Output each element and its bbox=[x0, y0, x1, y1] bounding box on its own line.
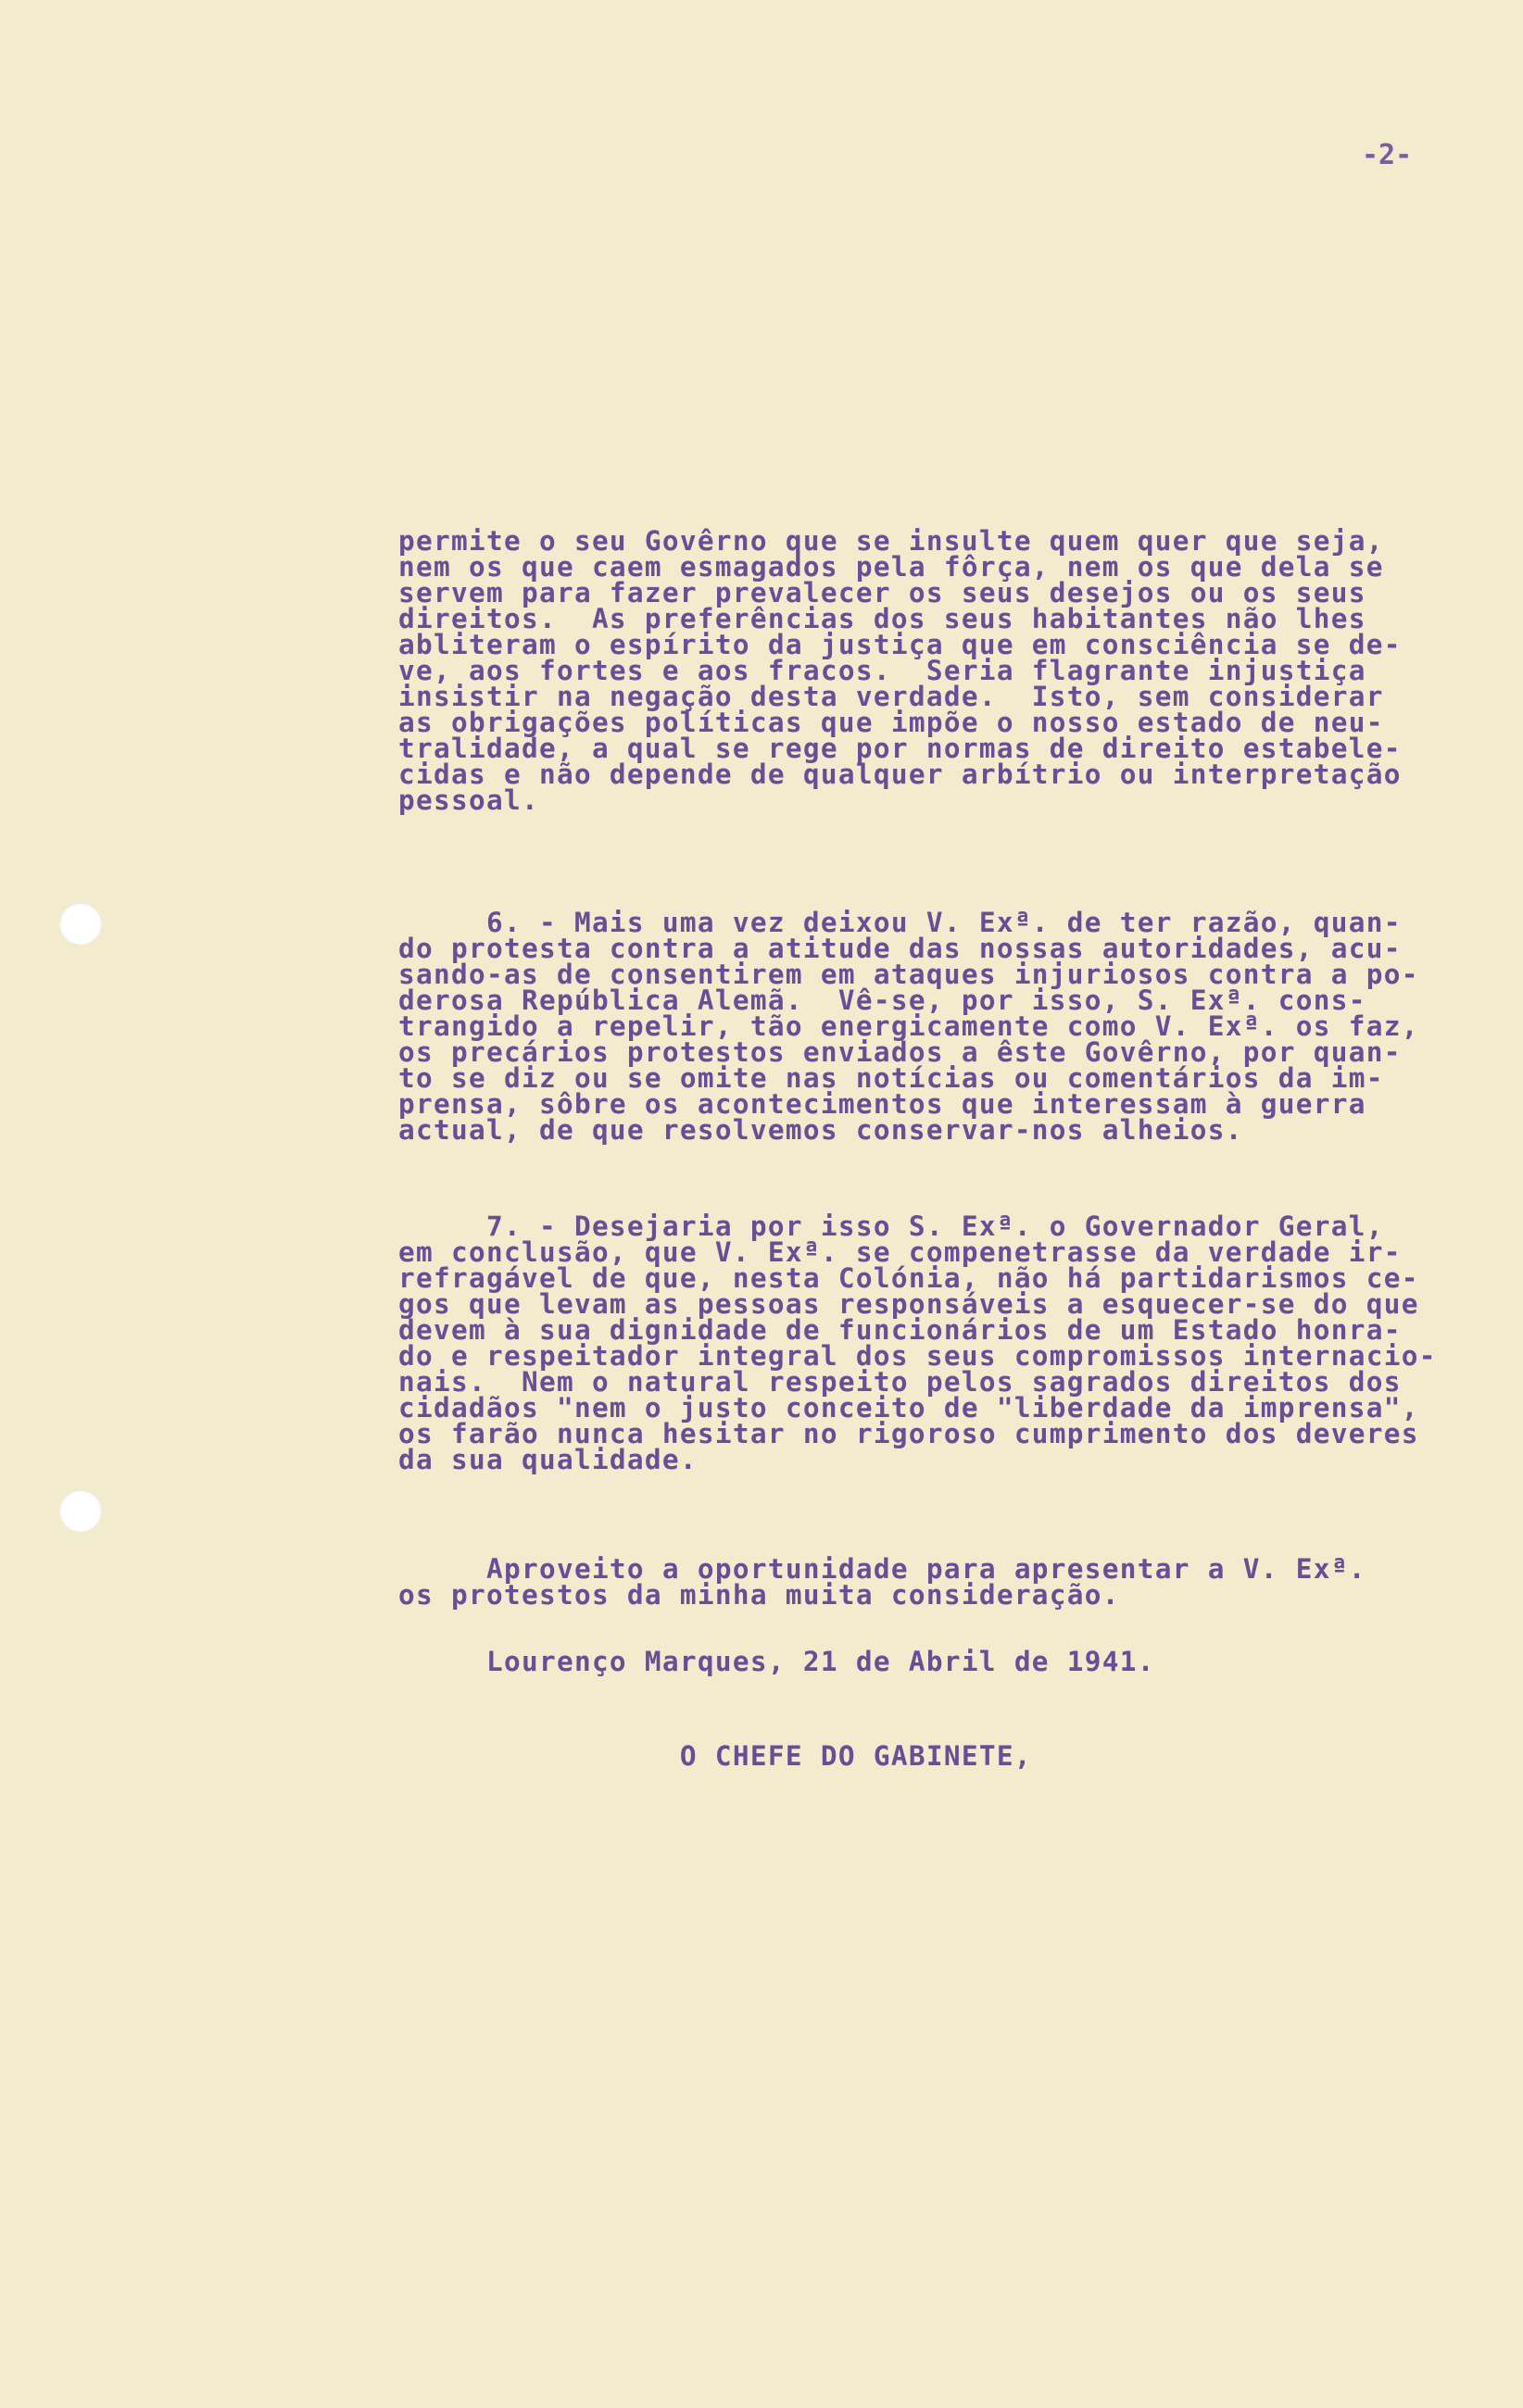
paragraph-6 bbox=[398, 907, 1473, 1146]
text-line: permite o seu Govêrno que se insulte quem quer que seja, bbox=[398, 525, 1384, 557]
text-line: os farão nunca hesitar no rigoroso cumprimento dos deveres bbox=[398, 1418, 1419, 1449]
text-line: 6. - Mais uma vez deixou V. Exª. de ter razão, quan- bbox=[398, 907, 1402, 938]
text-line: cidadãos "nem o justo conceito de "liberdade da imprensa", bbox=[398, 1392, 1419, 1423]
paragraph-7 bbox=[398, 1210, 1473, 1475]
text-line: do protesta contra a atitude das nossas autoridades, acu- bbox=[398, 933, 1402, 964]
text-line: refragável de que, nesta Colónia, não há partidarismos ce- bbox=[398, 1262, 1419, 1294]
text-line: 7. - Desejaria por isso S. Exª. o Governador Geral, bbox=[398, 1210, 1384, 1242]
text-line: trangido a repelir, tão energicamente como V. Exª. os faz, bbox=[398, 1010, 1419, 1042]
text-line: as obrigações políticas que impõe o nosso estado de neu- bbox=[398, 707, 1384, 738]
text-line: servem para fazer prevalecer os seus desejos ou os seus bbox=[398, 577, 1366, 608]
text-line: prensa, sôbre os acontecimentos que interessam à guerra bbox=[398, 1088, 1366, 1120]
text-line: tralidade, a qual se rege por normas de direito estabele- bbox=[398, 733, 1402, 764]
paragraph-continuation bbox=[398, 525, 1473, 816]
text-line: Aproveito a oportunidade para apresentar a V. Exª. bbox=[398, 1553, 1366, 1585]
text-line: da sua qualidade. bbox=[398, 1444, 698, 1475]
text-line: ve, aos fortes e aos fracos. Seria flagrante injustiça bbox=[398, 655, 1366, 686]
text-line: Lourenço Marques, 21 de Abril de 1941. bbox=[398, 1646, 1155, 1677]
closing-paragraph bbox=[398, 1553, 1473, 1611]
text-line: devem à sua dignidade de funcionários de um Estado honra- bbox=[398, 1314, 1402, 1346]
text-line: O CHEFE DO GABINETE, bbox=[398, 1740, 1032, 1772]
text-line: direitos. As preferências dos seus habitantes não lhes bbox=[398, 603, 1366, 634]
text-line: os precários protestos enviados a êste Govêrno, por quan- bbox=[398, 1036, 1402, 1068]
signature-line bbox=[398, 1740, 1473, 1772]
punch-hole-bottom bbox=[59, 1489, 102, 1532]
text-line: do e respeitador integral dos seus compromissos internacio- bbox=[398, 1340, 1437, 1372]
punch-hole-top bbox=[59, 902, 102, 945]
text-line: pessoal. bbox=[398, 784, 539, 816]
page-number: -2- bbox=[1362, 139, 1413, 171]
text-line: cidas e não depende de qualquer arbítrio ou interpretação bbox=[398, 759, 1402, 790]
text-line: abliteram o espírito da justiça que em consciência se de- bbox=[398, 629, 1402, 660]
text-line: nem os que caem esmagados pela fôrça, nem os que dela se bbox=[398, 551, 1384, 583]
text-line: sando-as de consentirem em ataques injuriosos contra a po- bbox=[398, 959, 1419, 990]
text-line: em conclusão, que V. Exª. se compenetrasse da verdade ir- bbox=[398, 1236, 1402, 1268]
text-line: to se diz ou se omite nas notícias ou comentários da im- bbox=[398, 1062, 1384, 1094]
text-line: insistir na negação desta verdade. Isto, sem considerar bbox=[398, 681, 1384, 712]
text-line: actual, de que resolvemos conservar-nos alheios. bbox=[398, 1114, 1243, 1146]
text-line: gos que levam as pessoas responsáveis a esquecer-se do que bbox=[398, 1288, 1419, 1320]
text-line: nais. Nem o natural respeito pelos sagrados direitos dos bbox=[398, 1366, 1402, 1398]
place-and-date bbox=[398, 1646, 1473, 1677]
text-line: derosa República Alemã. Vê-se, por isso, S. Exª. cons- bbox=[398, 985, 1366, 1016]
text-line: os protestos da minha muita consideração. bbox=[398, 1579, 1120, 1611]
